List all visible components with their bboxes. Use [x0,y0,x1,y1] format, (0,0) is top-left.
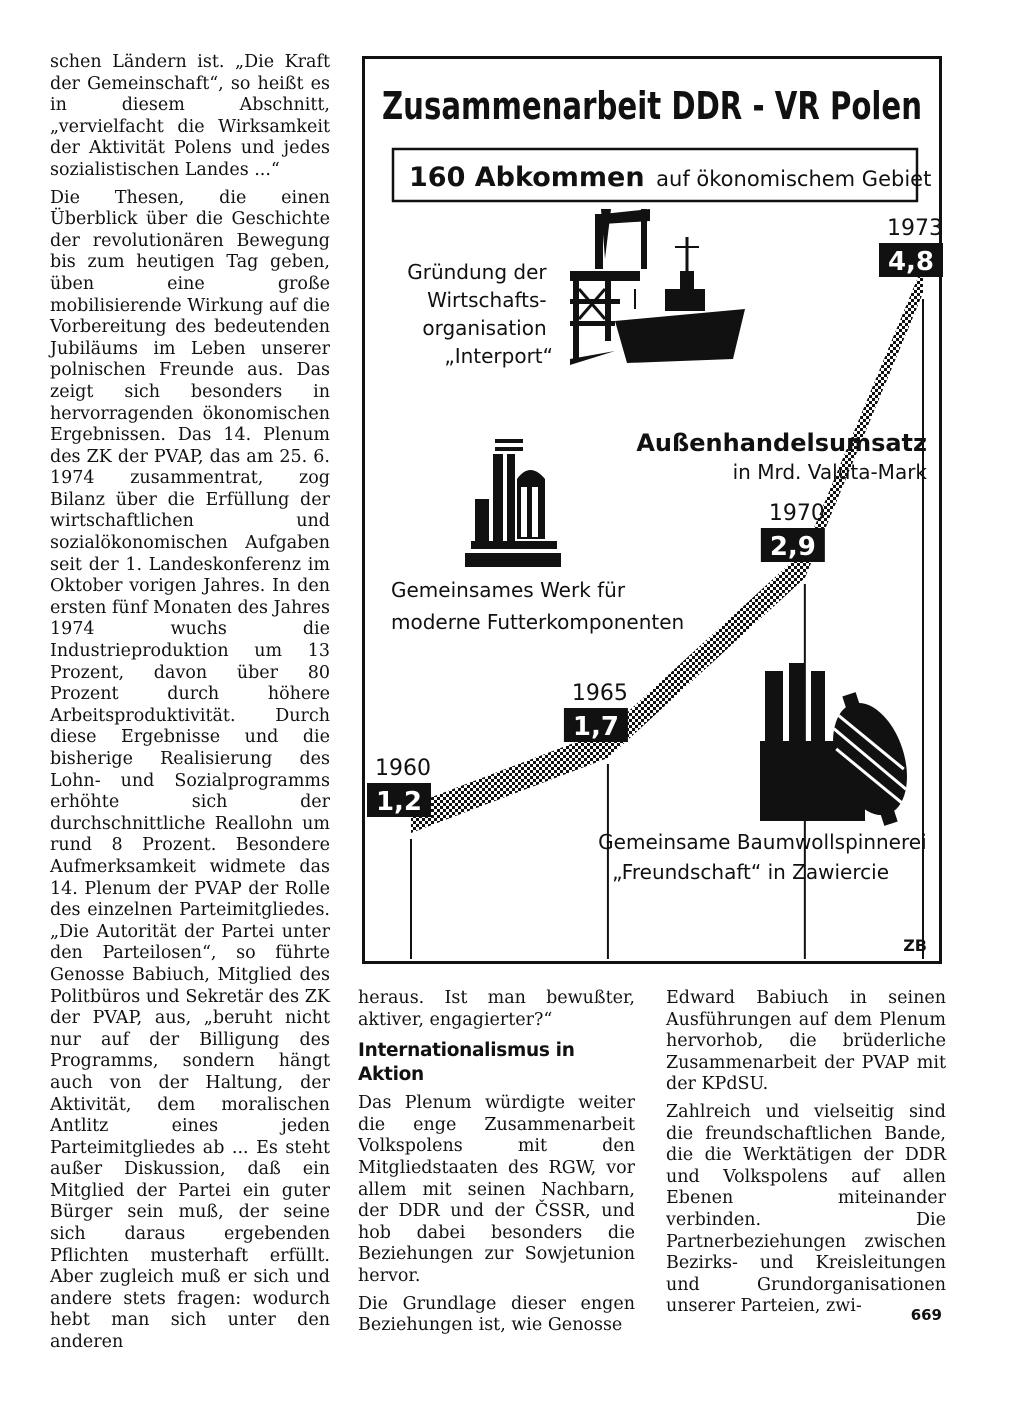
section-heading: Internationalismus in Aktion [358,1040,575,1086]
data-point-group [879,216,943,277]
paragraph: schen Ländern ist. „Die Kraft der Gemeinschaft“, so heißt es in diesem Abschnitt, „vervielfacht die Wirksamkeit der Aktivität Polens und jedes sozialistischen Landes ...“ [50,52,330,180]
spinning-mill-icon [760,663,923,834]
banner-text [409,162,931,193]
right-text-column [666,988,946,1318]
year-label: 1960 [375,756,431,781]
ship-crane-icon [570,209,745,365]
series-label: Außenhandelsumsatz [636,429,927,457]
paragraph: Die Thesen, die einen Überblick über die Geschichte der revolutionären Bewegung bis zum heutigen Tag geben, üben eine große mobilisierende Wirkung auf die Vorbereitung des bedeutenden Jubiläums im Leben unserer polnischen Freunde aus. Das zeigt sich besonders in hervorragenden ökonomischen Ergebnissen. Das 14. Plenum des ZK der PVAP, das am 25. 6. 1974 zusammentrat, zog Bilanz über die Erfüllung der wirtschaftlichen und sozialökonomischen Aufgaben seit der 1. Landeskonferenz im Oktober vorigen Jahres. In den ersten fünf Monaten des Jahres 1974 wuchs die Industrieproduktion um 13 Prozent, davon über 80 Prozent durch höhere Arbeitsproduktivität. Durch diese Ergebnisse und die bisherige Realisierung des Lohn- und Sozialprogramms erhöhte sich der durchschnittliche Reallohn um rund 8 Prozent. Besondere Aufmerksamkeit widmete das 14. Plenum der PVAP der Rolle des einzelnen Parteimitgliedes. „Die Autorität der Partei unter den Parteilosen“, so führte Genosse Babiuch, Mitglied des Politbüros und Sekretär des ZK der PVAP, aus, „beruht nicht nur auf der Billigung des Programms, sondern hängt auch von der Haltung, der Aktivität, dem moralischen Antlitz eines jeden Parteimitgliedes ab ... Es steht außer Diskussion, daß ein Mitglied der Partei ein guter Bürger sein muß, der seine sich daraus ergebenden Pflichten musterhaft erfüllt. Aber zugleich muß er sich und andere stets fragen: wodurch hebt man sich unter den anderen [50,187,330,1353]
annotation-baumwolle: Gemeinsame Baumwollspinnerei „Freundschaft“ in Zawiercie [598,830,927,884]
paragraph: heraus. Ist man bewußter, aktiver, engagierter?“ [358,988,635,1030]
figure-title: Zusammenarbeit DDR - VR Polen [382,84,922,128]
annotation-interport: Gründung der Wirtschafts- organisation „Interport“ [407,260,553,368]
paragraph: Das Plenum würdigte weiter die enge Zusammenarbeit Volkspolens mit den Mitgliedstaaten des RGW, vor allem mit seinen Nachbarn, der DDR und der ČSSR, und hob dabei besonders die Beziehungen zur Sowjetunion hervor. [358,1093,635,1286]
data-point-group [367,756,431,817]
year-label: 1965 [571,681,628,706]
infographic-figure [362,56,942,964]
middle-text-column [358,988,635,1337]
value-label: 1,7 [572,712,619,742]
factory-icon [465,439,561,567]
value-label: 2,9 [769,532,816,562]
annotation-futter: Gemeinsames Werk für moderne Futterkomponenten [391,578,685,634]
year-label: 1973 [887,216,943,241]
data-point-group [564,681,628,742]
credit-mark: ZB [903,936,927,955]
banner-small: auf ökonomischem Gebiet [656,167,932,191]
value-label: 4,8 [887,247,935,277]
page-number: 669 [910,1306,942,1324]
year-label: 1970 [768,501,825,526]
paragraph: Edward Babiuch in seinen Ausführungen auf dem Plenum hervorhob, die brüderliche Zusammenarbeit der PVAP mit der KPdSU. [666,988,946,1095]
paragraph: Die Grundlage dieser engen Beziehungen ist, wie Genosse [358,1293,635,1336]
value-label: 1,2 [375,787,423,817]
banner-big: 160 Abkommen [409,162,645,193]
paragraph: Zahlreich und vielseitig sind die freundschaftlichen Bande, die die Werktätigen der DDR und Volkspolens auf allen Ebenen miteinander verbinden. Die Partnerbeziehungen zwischen Bezirks- und Kreisleitungen und Grundorganisationen unserer Parteien, zwi- [666,1101,946,1317]
left-text-column [50,52,330,1354]
series-unit: in Mrd. Valuta-Mark [732,460,927,484]
data-point-group [761,501,825,562]
infographic-svg [365,59,945,967]
